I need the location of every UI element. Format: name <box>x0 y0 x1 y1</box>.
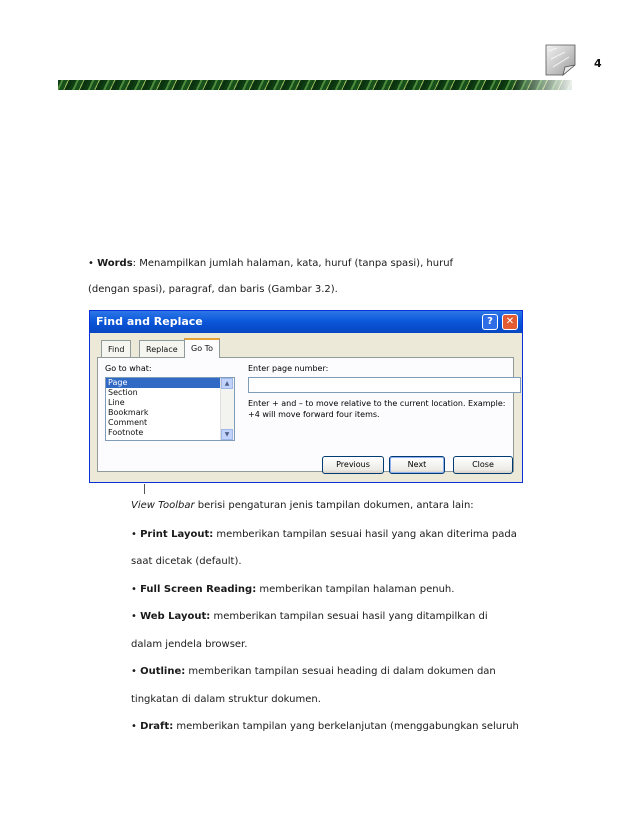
dialog-title: Find and Replace <box>96 315 203 328</box>
view-toolbar-term: View Toolbar <box>131 500 195 511</box>
close-button[interactable]: Close <box>453 456 513 474</box>
tab-replace[interactable]: Replace <box>139 340 185 357</box>
item-label: Web Layout: <box>140 611 211 622</box>
list-item[interactable]: Footnote <box>108 428 144 437</box>
scroll-up-icon[interactable]: ▲ <box>221 378 233 389</box>
goto-what-listbox[interactable] <box>105 377 235 441</box>
scroll-track[interactable] <box>221 389 234 429</box>
goto-hint: Enter + and – to move relative to the current location. Example: +4 will move forward four items. <box>248 399 506 419</box>
close-window-button[interactable]: ✕ <box>502 314 518 330</box>
item-text: memberikan tampilan yang berkelanjutan (menggabungkan seluruh <box>173 721 519 732</box>
item-label: Draft: <box>140 721 174 732</box>
item-label: Full Screen Reading: <box>140 584 257 595</box>
find-replace-dialog <box>89 310 523 483</box>
words-text: : Menampilkan jumlah halaman, kata, huruf (tanpa spasi), huruf <box>132 258 454 269</box>
tab-find[interactable]: Find <box>101 340 131 357</box>
print-layout-line: • Print Layout: memberikan tampilan sesuai hasil yang akan diterima pada <box>131 529 517 540</box>
list-item[interactable]: Section <box>108 388 138 397</box>
goto-what-label: Go to what: <box>105 364 152 373</box>
previous-button[interactable]: Previous <box>322 456 384 474</box>
view-intro-line <box>131 500 474 511</box>
list-item[interactable]: Comment <box>108 418 148 427</box>
decorative-banner <box>58 80 572 90</box>
page-curl-icon <box>543 43 578 77</box>
outline-cont: tingkatan di dalam struktur dokumen. <box>131 694 321 705</box>
item-text: memberikan tampilan sesuai hasil yang akan diterima pada <box>213 529 517 540</box>
page-number-input[interactable] <box>248 377 521 393</box>
words-line-2: (dengan spasi), paragraf, dan baris (Gambar 3.2). <box>88 284 338 295</box>
tab-goto[interactable]: Go To <box>184 338 220 358</box>
print-layout-cont: saat dicetak (default). <box>131 556 242 567</box>
outline-line: • Outline: memberikan tampilan sesuai heading di dalam dokumen dan <box>131 666 496 677</box>
page-number: 4 <box>594 57 602 70</box>
view-intro-text: berisi pengaturan jenis tampilan dokumen, antara lain: <box>194 500 474 511</box>
help-button[interactable]: ? <box>482 314 498 330</box>
list-item[interactable]: Line <box>108 398 125 407</box>
words-label: Words <box>97 258 133 269</box>
web-layout-cont: dalam jendela browser. <box>131 639 248 650</box>
next-button[interactable]: Next <box>389 456 445 474</box>
page-number-label: Enter page number: <box>248 364 329 373</box>
list-item[interactable]: Bookmark <box>108 408 149 417</box>
text-cursor <box>144 484 145 494</box>
goto-panel <box>97 357 514 472</box>
list-item[interactable]: Page <box>106 378 220 388</box>
scroll-down-icon[interactable]: ▼ <box>221 429 233 440</box>
item-label: Outline: <box>140 666 186 677</box>
dialog-titlebar <box>90 311 522 333</box>
words-line-1: • Words: Menampilkan jumlah halaman, kata, huruf (tanpa spasi), huruf <box>88 258 454 269</box>
full-screen-line: • Full Screen Reading: memberikan tampilan halaman penuh. <box>131 584 455 595</box>
item-text: memberikan tampilan halaman penuh. <box>256 584 455 595</box>
item-label: Print Layout: <box>140 529 214 540</box>
item-text: memberikan tampilan sesuai heading di dalam dokumen dan <box>185 666 496 677</box>
listbox-scrollbar[interactable] <box>220 378 234 440</box>
item-text: memberikan tampilan sesuai hasil yang ditampilkan di <box>210 611 488 622</box>
web-layout-line: • Web Layout: memberikan tampilan sesuai hasil yang ditampilkan di <box>131 611 488 622</box>
draft-line: • Draft: memberikan tampilan yang berkelanjutan (menggabungkan seluruh <box>131 721 519 732</box>
